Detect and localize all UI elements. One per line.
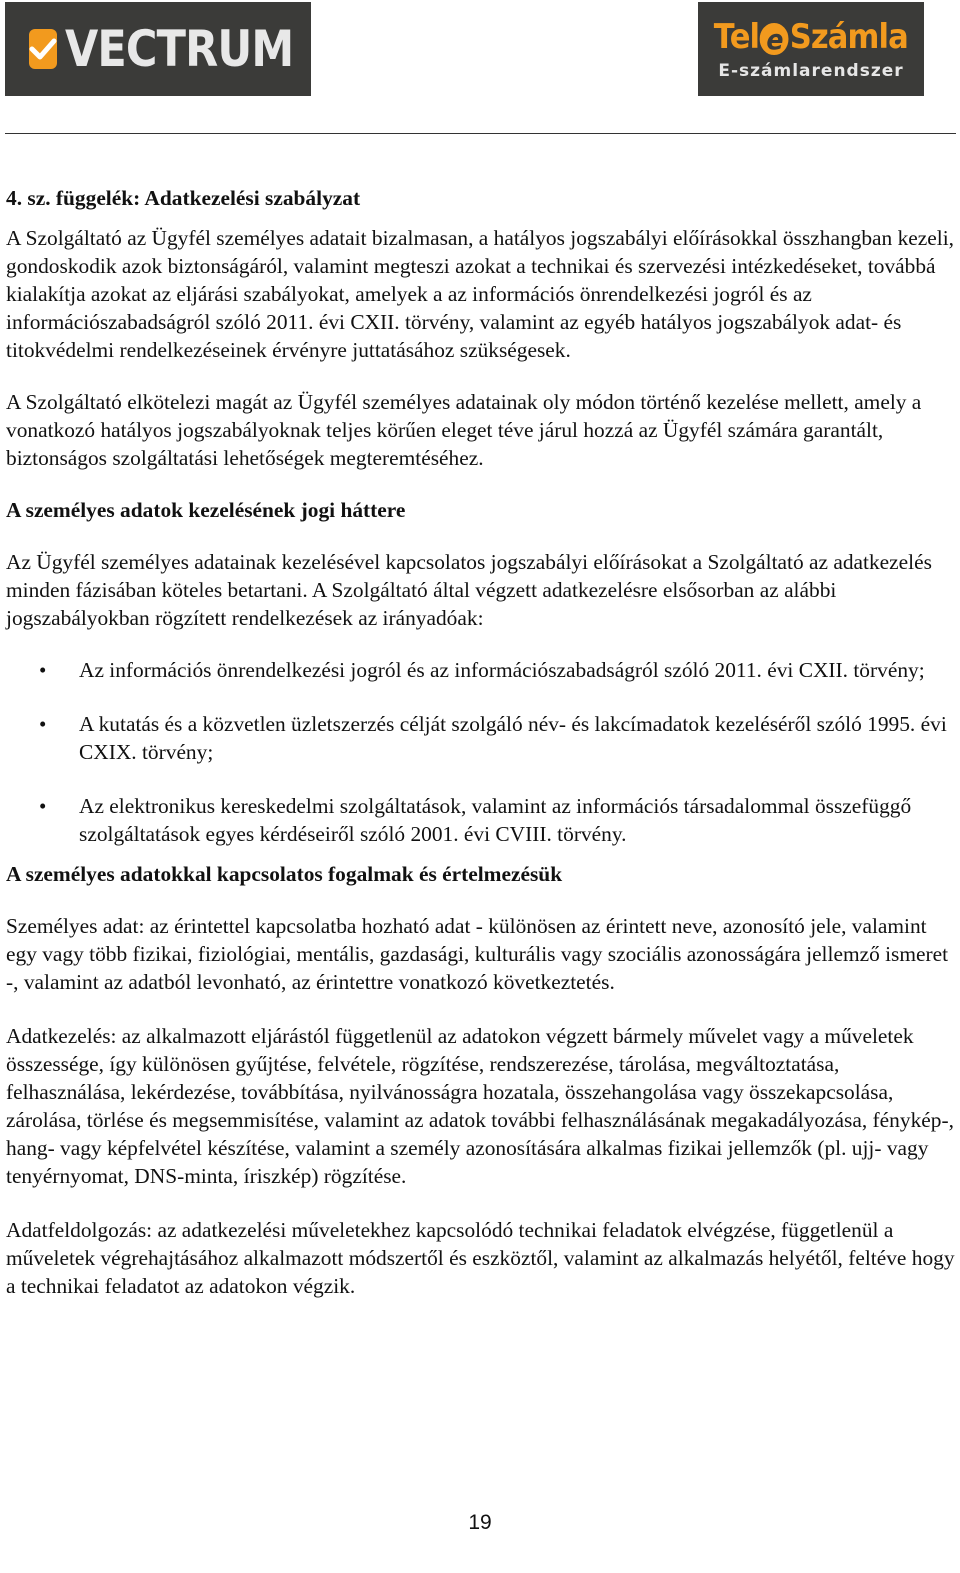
vectrum-logo — [5, 2, 311, 96]
teleszamla-logo-part-tel: Tel — [713, 17, 760, 57]
paragraph: Az Ügyfél személyes adatainak kezelésével kapcsolatos jogszabályi előírásokat a Szolgáltató az adatkezelés minden fázisában köteles betartani. A Szolgáltató által végzett adatkezelésre elsősorban az alábbi jogszabályokban rögzített rendelkezések az irányadóak: — [6, 550, 932, 630]
teleszamla-logo-subtitle: E-számlarendszer — [718, 61, 904, 81]
teleszamla-logo-part-szamla: Számla — [789, 17, 909, 57]
teleszamla-logo-e: e — [760, 23, 789, 55]
header-divider — [5, 133, 956, 134]
paragraph: A Szolgáltató az Ügyfél személyes adatait bizalmasan, a hatályos jogszabályi előírásokkal összhangban kezeli, gondoskodik azok biztonságáról, valamint megteszi azokat a technikai és szervezési intézkedéseket, továbbá kialakítja azokat az eljárási szabályokat, amelyek a az információs önrendelkezési jogról és az információszabadságról szóló 2011. évi CXII. törvény, valamint az egyéb hatályos jogszabályok adat- és titokvédelmi rendelkezéseinek érvényre juttatásához szükségesek. — [6, 226, 954, 362]
list-item — [6, 792, 956, 848]
list-item-text: Az információs önrendelkezési jogról és az információszabadságról szóló 2011. évi CXII. törvény; — [79, 658, 925, 682]
teleszamla-logo-text — [714, 17, 908, 57]
paragraph: A Szolgáltató elkötelezi magát az Ügyfél személyes adatainak oly módon történő kezelése mellett, amely a vonatkozó hatályos jogszabályoknak teljes körűen eleget téve járul hozzá az Ügyfél számára garantált, biztonságos szolgáltatási lehetőségek megteremtéséhez. — [6, 390, 922, 470]
bullet-icon: • — [39, 794, 47, 818]
paragraph: Adatkezelés: az alkalmazott eljárástól függetlenül az adatokon végzett bármely művelet vagy a műveletek összessége, így különösen gyűjtése, felvétele, rögzítése, rendszerezése, tárolása, megváltoztatása, felhasználása, lekérdezése, továbbítása, nyilvánosságra hozatala, összehangolása vagy összekapcsolása, zárolása, törlése és megsemmisítése, valamint az adatok további felhasználásának megakadályozása, fénykép-, hang- vagy képfelvétel készítése, valamint a személy azonosítására alkalmas fizikai jellemzők (pl. ujj- vagy tenyérnyomat, DNS-minta, íriszkép) rögzítése. — [6, 1024, 954, 1188]
document-body — [6, 184, 956, 1300]
list-item-text: A kutatás és a közvetlen üzletszerzés célját szolgáló név- és lakcímadatok kezeléséről szóló 1995. évi CXIX. törvény; — [79, 712, 947, 764]
section-title-adatkezelesi-szabalyzat: 4. sz. függelék: Adatkezelési szabályzat — [6, 186, 361, 210]
paragraph: Adatfeldolgozás: az adatkezelési műveletekhez kapcsolódó technikai feladatok elvégzése, függetlenül a műveletek végrehajtásához alkalmazott módszertől és eszköztől, valamint az alkalmazás helyétől, feltéve hogy a technikai feladatot az adatokon végzik. — [6, 1218, 955, 1298]
page-number: 19 — [468, 1511, 492, 1534]
bullet-icon: • — [39, 712, 47, 736]
section-title-fogalmak: A személyes adatokkal kapcsolatos fogalmak és értelmezésük — [6, 862, 563, 886]
paragraph: Személyes adat: az érintettel kapcsolatba hozható adat - különösen az érintett neve, azonosító jele, valamint egy vagy több fizikai, fiziológiai, mentális, gazdasági, kulturális vagy szociális azonosságára jellemző ismeret -, valamint az adatból levonható, az érintettre vonatkozó következtetés. — [6, 914, 949, 994]
bullet-icon: • — [39, 658, 47, 682]
teleszamla-logo — [698, 2, 924, 96]
list-item — [6, 710, 956, 766]
list-item — [6, 656, 956, 684]
check-icon — [29, 29, 57, 69]
vectrum-logo-text: VECTRUM — [65, 20, 294, 78]
section-title-jogi-hattere: A személyes adatok kezelésének jogi háttere — [6, 498, 406, 522]
list-item-text: Az elektronikus kereskedelmi szolgáltatások, valamint az információs társadalommal összefüggő szolgáltatások egyes kérdéseiről szóló 2001. évi CVIII. törvény. — [79, 794, 912, 846]
law-list — [6, 656, 956, 848]
